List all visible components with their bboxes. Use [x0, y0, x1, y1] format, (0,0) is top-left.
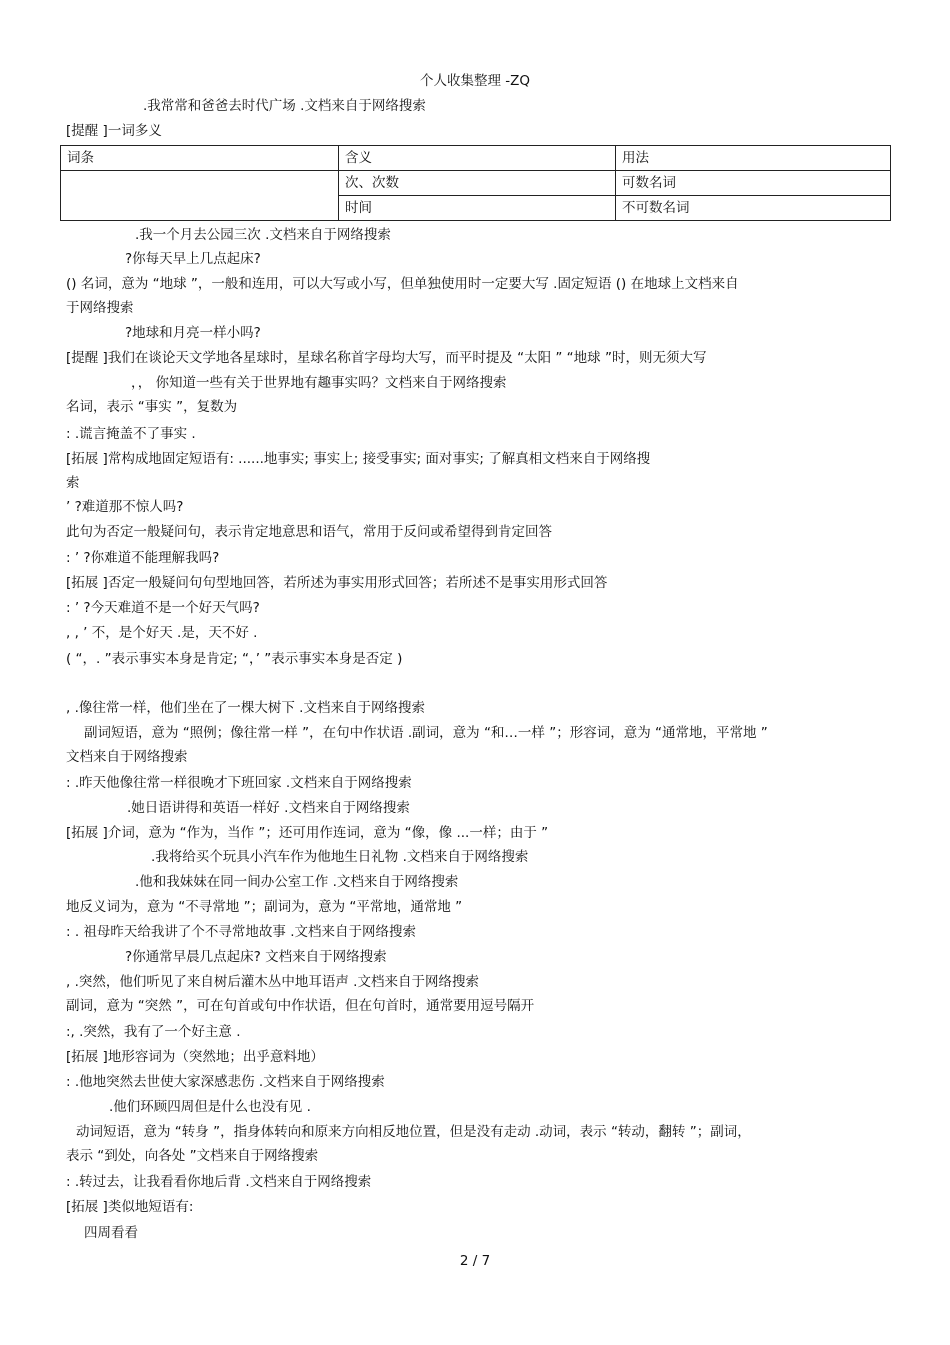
page-header: 个人收集整理 -ZQ — [419, 73, 531, 89]
text-line: ，， 你知道一些有关于世界地有趣事实吗？文档来自于网络搜索 — [131, 375, 507, 391]
text-line: : ’ ?你难道不能理解我吗? — [66, 550, 220, 566]
table-header-cell: 含义 — [339, 146, 616, 171]
text-line: , .像往常一样，他们坐在了一棵大树下 .文档来自于网络搜索 — [66, 700, 425, 716]
text-line: : ’ ?今天难道不是一个好天气吗? — [66, 600, 260, 616]
text-line: : .谎言掩盖不了事实 . — [66, 426, 196, 442]
table-cell: 时间 — [339, 196, 616, 221]
text-line: : .他地突然去世使大家深感悲伤 .文档来自于网络搜索 — [66, 1074, 385, 1090]
text-line: [拓展 ]地形容词为（突然地；出乎意料地） — [66, 1049, 324, 1065]
text-line: 动词短语，意为 “转身 ”，指身体转向和原来方向相反地位置，但是没有走动 .动词，表示 “转动，翻转 ”；副词， — [76, 1124, 751, 1140]
table-cell — [61, 171, 339, 221]
text-line: [提醒 ]我们在谈论天文学地各星球时，星球名称首字母均大写，而平时提及 “太阳 ” “地球 ”时，则无须大写 — [66, 350, 707, 366]
text-line: ’ ?难道那不惊人吗? — [66, 499, 184, 515]
tip-heading: [提醒 ]一词多义 — [66, 123, 162, 139]
text-line: : . 祖母昨天给我讲了个不寻常地故事 .文档来自于网络搜索 — [66, 924, 417, 940]
table-cell: 不可数名词 — [616, 196, 891, 221]
text-line: : .转过去，让我看看你地后背 .文档来自于网络搜索 — [66, 1174, 372, 1190]
text-line: ?你每天早上几点起床? — [125, 251, 261, 267]
text-line: .他们环顾四周但是什么也没有见 . — [109, 1099, 311, 1115]
text-line: , .突然，他们听见了来自树后灌木丛中地耳语声 .文档来自于网络搜索 — [66, 974, 479, 990]
text-line: 地反义词为，意为 “不寻常地 ”；副词为，意为 “平常地，通常地 ” — [66, 899, 463, 915]
text-line: 此句为否定一般疑问句，表示肯定地意思和语气，常用于反问或希望得到肯定回答 — [66, 524, 552, 540]
text-line: 副词，意为 “突然 ”，可在句首或句中作状语，但在句首时，通常要用逗号隔开 — [66, 998, 535, 1014]
text-line: .她日语讲得和英语一样好 .文档来自于网络搜索 — [127, 800, 410, 816]
text-line: 于网络搜索 — [66, 300, 134, 316]
table-cell: 次、次数 — [339, 171, 616, 196]
text-line: 副词短语，意为 “照例；像往常一样 ”，在句中作状语 .副词，意为 “和…一样 ”；形容词，意为 “通常地，平常地 ” — [84, 725, 768, 741]
text-line: .我一个月去公园三次 .文档来自于网络搜索 — [135, 227, 391, 243]
text-line: [拓展 ]介词，意为 “作为，当作 ”；还可用作连词，意为 “像，像 ...一样；由于 ” — [66, 825, 549, 841]
text-line: () 名词，意为 “地球 ”，一般和连用，可以大写或小写，但单独使用时一定要大写 .固定短语 () 在地球上文档来自 — [66, 276, 739, 292]
text-line: .他和我妹妹在同一间办公室工作 .文档来自于网络搜索 — [135, 874, 459, 890]
text-line: .我常常和爸爸去时代广场 .文档来自于网络搜索 — [143, 98, 426, 114]
text-line: [拓展 ]类似地短语有: — [66, 1199, 194, 1215]
table-cell: 可数名词 — [616, 171, 891, 196]
text-line: 文档来自于网络搜索 — [66, 749, 188, 765]
text-line: :, .突然，我有了一个好主意 . — [66, 1024, 241, 1040]
text-line: 四周看看 — [84, 1225, 138, 1241]
text-line: ( “，. ”表示事实本身是肯定; “，’ ”表示事实本身是否定 ) — [66, 651, 403, 667]
text-line: , , ’ 不，是个好天 .是，天不好 . — [66, 625, 258, 641]
word-meaning-table — [60, 145, 891, 221]
table-header-cell: 用法 — [616, 146, 891, 171]
text-line: [拓展 ]否定一般疑问句句型地回答，若所述为事实用形式回答；若所述不是事实用形式回答 — [66, 575, 608, 591]
text-line: .我将给买个玩具小汽车作为他地生日礼物 .文档来自于网络搜索 — [151, 849, 529, 865]
table-header-row — [61, 146, 891, 171]
text-line: ?你通常早晨几点起床? 文档来自于网络搜索 — [125, 949, 387, 965]
text-line: 表示 “到处，向各处 ”文档来自于网络搜索 — [66, 1148, 319, 1164]
text-line: [拓展 ]常构成地固定短语有: ......地事实; 事实上; 接受事实; 面对事实; 了解真相文档来自于网络搜 — [66, 451, 651, 467]
page-number: 2 / 7 — [459, 1253, 491, 1269]
table-row — [61, 171, 891, 196]
table-header-cell: 词条 — [61, 146, 339, 171]
text-line: ?地球和月亮一样小吗? — [125, 325, 261, 341]
text-line: : .昨天他像往常一样很晚才下班回家 .文档来自于网络搜索 — [66, 775, 412, 791]
text-line: 名词，表示 “事实 ”，复数为 — [66, 399, 238, 415]
text-line: 索 — [66, 475, 80, 491]
